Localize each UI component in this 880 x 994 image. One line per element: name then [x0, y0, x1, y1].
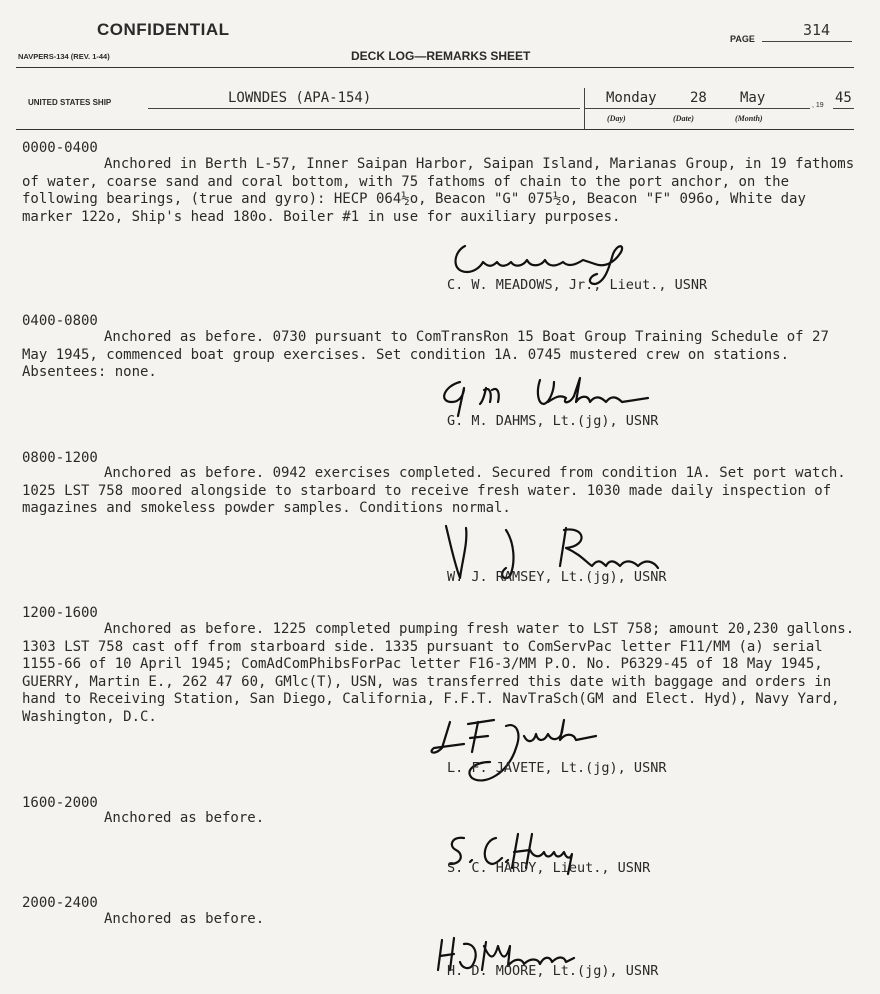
watch-period-3: 0800-1200 [22, 450, 98, 466]
ship-label: UNITED STATES SHIP [28, 98, 112, 107]
ship-name: LOWNDES (APA-154) [228, 90, 372, 106]
signature-5: S. C. HARDY, Lieut., USNR [447, 860, 651, 876]
watch-period-6: 2000-2400 [22, 895, 98, 911]
signature-6: H. D. MOORE, Lt.(jg), USNR [447, 963, 659, 979]
watch-period-5: 1600-2000 [22, 795, 98, 811]
ship-name-line [148, 108, 580, 109]
watch-period-4: 1200-1600 [22, 605, 98, 621]
watch-remarks-1: Anchored in Berth L-57, Inner Saipan Harbor, Saipan Island, Marianas Group, in 19 fathoms of water, coarse sand and coral bottom, with 75 fathoms of chain to the port anchor, on the following bearings, (true and gyro): HECP 064½o, Beacon "G" 075½o, Beacon "F" 096o, White day marker 122o, Ship's head 180o. Boiler #1 in use for auxiliary purposes. [22, 156, 855, 225]
watch-remarks-5: Anchored as before. [104, 810, 265, 826]
handwritten-signature-4 [420, 712, 620, 790]
signature-2: G. M. DAHMS, Lt.(jg), USNR [447, 413, 659, 429]
sheet-title: DECK LOG—REMARKS SHEET [351, 49, 531, 63]
signature-3: W. J. RAMSEY, Lt.(jg), USNR [447, 569, 667, 585]
month-value: May [740, 90, 766, 106]
year-value: 45 [835, 90, 852, 106]
watch-period-2: 0400-0800 [22, 313, 98, 329]
watch-remarks-3: Anchored as before. 0942 exercises completed. Secured from condition 1A. Set port watch. 1025 LST 758 moored alongside to starboard to receive fresh water. 1030 made daily inspection of magazines and smokeless powder samples. Conditions normal. [22, 465, 846, 516]
watch-remarks-4: Anchored as before. 1225 completed pumping fresh water to LST 758; amount 20,230 gallons. 1303 LST 758 cast off from starboard side. 1335 pursuant to ComServPac letter F11/MM (a) serial 1155-66 of 10 April 1945; ComAdComPhibsForPac letter F16-3/MM P.O. No. P6329-45 of 18 May 1945, GUERRY, Martin E., 262 47 60, GMlc(T), USN, was transferred this date with baggage and orders in hand to Receiving Station, San Diego, California, F.F.T. NavTraSch(GM and Elect. Hyd), Navy Yard, Washington, D.C. [22, 621, 855, 725]
date-value: 28 [690, 90, 707, 106]
watch-remarks-2: Anchored as before. 0730 pursuant to ComTransRon 15 Boat Group Training Schedule of 27 May 1945, commenced boat group exercises. Set condition 1A. 0745 mustered crew on stations. Absentees: none. [22, 329, 829, 380]
watch-period-1: 0000-0400 [22, 140, 98, 156]
month-caption: (Month) [735, 114, 763, 123]
page-label: PAGE [730, 34, 755, 44]
date-line [585, 108, 810, 109]
signature-4: L. F. JAVETE, Lt.(jg), USNR [447, 760, 667, 776]
year-line [833, 108, 854, 109]
classification-label: CONFIDENTIAL [97, 20, 230, 39]
page-number-line [762, 41, 852, 42]
form-number: NAVPERS-134 (REV. 1-44) [18, 52, 110, 61]
page-number: 314 [803, 21, 831, 39]
date-rule [16, 129, 854, 130]
day-caption: (Day) [607, 114, 626, 123]
day-value: Monday [606, 90, 657, 106]
date-caption: (Date) [673, 114, 694, 123]
year-prefix: , 19 [812, 102, 824, 109]
watch-remarks-6: Anchored as before. [104, 911, 265, 927]
signature-1: C. W. MEADOWS, Jr., Lieut., USNR [447, 277, 708, 293]
header-rule [16, 67, 854, 68]
